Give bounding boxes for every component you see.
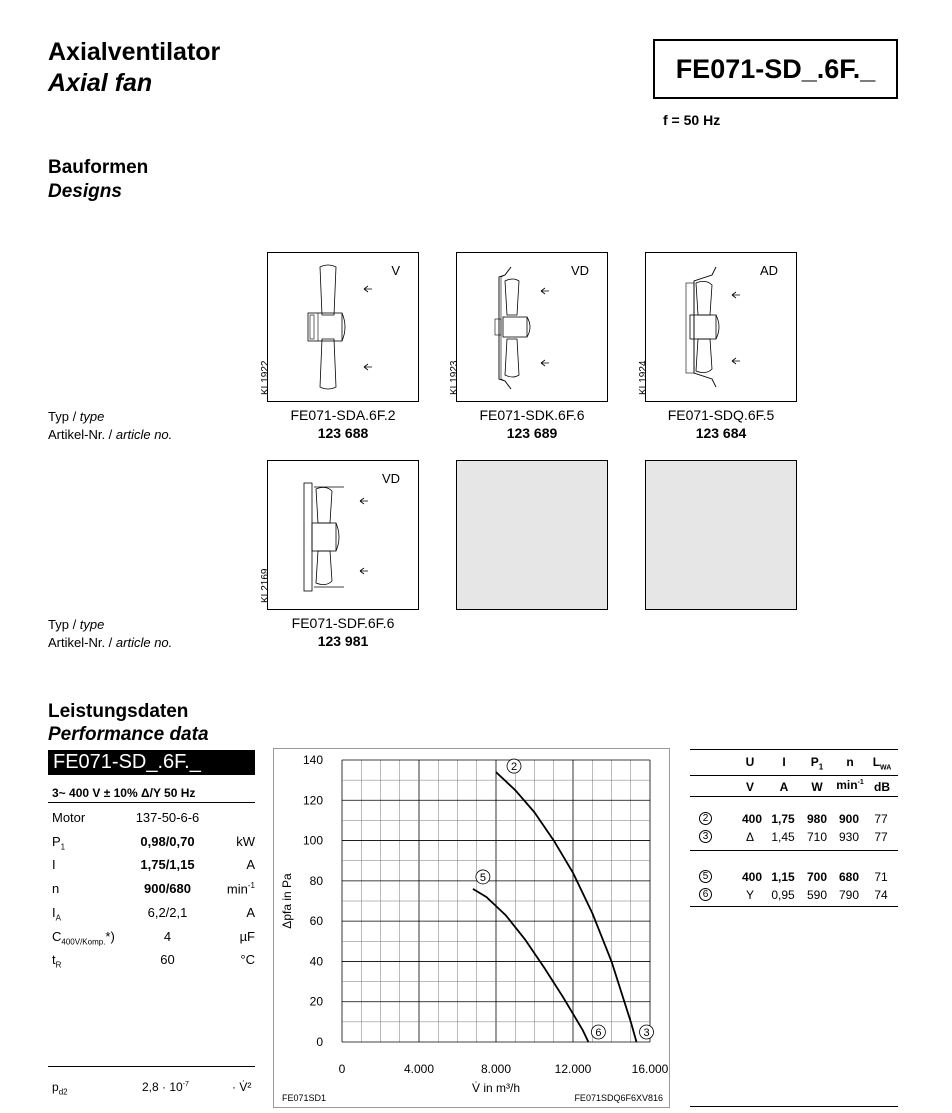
curve-series-5	[473, 889, 589, 1042]
fan-ad-icon	[646, 253, 796, 401]
type-name: FE071-SDK.6F.6	[479, 407, 585, 423]
empty-design-slot	[456, 460, 608, 610]
spec-n-unit: $\min^{-1}$	[226, 881, 255, 897]
chart-code-left: FE071SD1	[282, 1093, 327, 1103]
table-cell: Y	[745, 888, 754, 902]
title-en: Axial fan	[48, 69, 153, 97]
x-tick-label: 8.000	[480, 1062, 512, 1076]
table-cell: 590	[806, 888, 828, 902]
table-cell: 680	[838, 870, 860, 884]
divider	[690, 749, 898, 750]
divider	[690, 906, 898, 907]
fan-vd-icon	[457, 253, 607, 401]
spec-n-value: 900/680	[144, 881, 191, 896]
spec-ia-unit: A	[246, 905, 255, 920]
operating-point-marker: 2	[699, 812, 712, 825]
drawing-code: KL1923	[449, 360, 460, 395]
title-de: Axialventilator	[48, 38, 221, 66]
fan-vd2-icon	[268, 461, 418, 609]
article-number: 123 688	[317, 425, 369, 441]
table-cell: 710	[806, 830, 828, 844]
divider	[690, 796, 898, 797]
x-tick-label: 4.000	[403, 1062, 435, 1076]
curve-label-5-text: 5	[479, 871, 486, 884]
y-tick-label: 0	[316, 1035, 323, 1049]
table-cell: 0,95	[771, 888, 795, 902]
spec-motor-label: Motor	[52, 810, 86, 825]
model-banner: FE071-SD_.6F._	[48, 750, 255, 775]
x-tick-label: 12.000	[554, 1062, 592, 1076]
spec-tr-label: $t_R$	[52, 952, 62, 970]
spec-capacitor-label: $C_{400V/Komp.}*$)	[52, 929, 115, 947]
supply-spec: 3~ 400 V ± 10% Δ/Y 50 Hz	[52, 786, 196, 800]
performance-heading-en: Performance data	[48, 724, 209, 745]
type-row-label: Typ / type	[48, 409, 105, 424]
spec-tr-unit: °C	[240, 952, 255, 967]
spec-capacitor-unit: µF	[239, 929, 255, 944]
col-n: n	[846, 755, 854, 769]
unit-l: dB	[874, 780, 890, 794]
y-tick-label: 80	[309, 873, 323, 888]
divider	[48, 1066, 255, 1067]
chart-frame	[273, 748, 670, 1108]
table-cell: Δ	[745, 830, 754, 844]
operating-point-marker: 6	[699, 888, 712, 901]
fan-v-icon	[268, 253, 418, 401]
table-cell: 400	[742, 870, 763, 884]
unit-u: V	[745, 780, 754, 794]
y-tick-label: 120	[302, 793, 323, 808]
table-cell: 930	[838, 830, 860, 844]
pd2-unit: · V̇²	[232, 1080, 252, 1094]
spec-i-label: I	[52, 857, 56, 872]
design-drawing-vd-2	[260, 460, 419, 610]
table-cell: 77	[874, 812, 888, 826]
article-number: 123 684	[695, 425, 747, 441]
designs-heading-de: Bauformen	[48, 157, 149, 178]
table-cell: 980	[806, 812, 828, 826]
spec-i-value: 1,75/1,15	[140, 857, 195, 872]
curve-end-label-3-text: 3	[643, 1027, 650, 1039]
table-cell: 74	[874, 888, 888, 902]
x-axis-label: V̇ in m³/h	[471, 1081, 521, 1095]
y-tick-label: 140	[302, 753, 323, 767]
frequency: f = 50 Hz	[663, 112, 721, 128]
spec-ia-value: 6,2/2,1	[147, 905, 188, 920]
table-cell: 790	[838, 888, 860, 902]
table-cell: 77	[874, 830, 888, 844]
empty-design-slot	[645, 460, 797, 610]
table-cell: 1,45	[771, 830, 795, 844]
divider	[690, 775, 898, 776]
variant-label: V	[391, 263, 400, 278]
x-tick-label: 16.000	[631, 1062, 669, 1076]
pd2-label: $p_{d2}$	[52, 1080, 68, 1097]
spec-tr-value: 60	[160, 952, 175, 967]
article-number: 123 689	[506, 425, 558, 441]
curve-end-label-6-text: 6	[595, 1027, 602, 1039]
type-row-label: Typ / type	[48, 617, 105, 632]
spec-i-unit: A	[246, 857, 255, 872]
col-p1: $P_1$	[810, 755, 824, 772]
drawing-code: KL2169	[260, 568, 271, 603]
drawing-code: KL1922	[260, 360, 271, 395]
fan-curve-chart	[273, 748, 670, 1108]
model-box	[653, 39, 898, 99]
spec-p1-label: $P_1$	[52, 834, 66, 852]
designs-heading-en: Designs	[48, 181, 122, 202]
spec-n-label: n	[52, 881, 60, 896]
y-axis-label: Δpfa in Pa	[280, 873, 294, 929]
y-tick-label: 60	[309, 914, 323, 929]
table-cell: 700	[806, 870, 828, 884]
article-number: 123 981	[317, 633, 369, 649]
table-cell: 1,15	[771, 870, 795, 884]
operating-point-marker: 5	[699, 870, 712, 883]
variant-label: AD	[759, 263, 778, 278]
col-i: I	[782, 755, 786, 769]
table-cell: 900	[838, 812, 860, 826]
type-name: FE071-SDF.6F.6	[291, 615, 395, 631]
chart-code-right: FE071SDQ6F6XV816	[574, 1093, 663, 1103]
spec-p1-value: 0,98/0,70	[140, 834, 195, 849]
col-u: U	[745, 755, 755, 769]
type-name: FE071-SDA.6F.2	[290, 407, 396, 423]
drawing-code: KL1924	[638, 360, 649, 395]
performance-heading-de: Leistungsdaten	[48, 701, 189, 722]
unit-p: W	[811, 780, 823, 794]
spec-capacitor-value: 4	[163, 929, 172, 944]
x-tick-label: 0	[338, 1062, 346, 1076]
curve-label-2-text: 2	[510, 761, 518, 774]
spec-p1-unit: kW	[236, 834, 255, 849]
y-tick-label: 100	[302, 833, 323, 848]
spec-ia-label: $I_A$	[52, 905, 61, 923]
spec-motor-value: 137-50-6-6	[135, 810, 200, 825]
divider	[690, 1106, 898, 1107]
divider	[690, 850, 898, 851]
unit-i: A	[779, 780, 789, 794]
pd2-value: $2,8 \cdot 10^{-7}$	[142, 1080, 189, 1094]
variant-label: VD	[381, 471, 400, 486]
y-tick-label: 40	[309, 954, 323, 969]
model-title: FE071-SD_.6F._	[675, 54, 876, 84]
unit-n: $\min^{-1}$	[836, 778, 864, 792]
article-row-label: Artikel-Nr. / article no.	[48, 635, 173, 650]
design-drawing-vd	[449, 252, 608, 402]
divider	[48, 802, 255, 803]
table-cell: 71	[874, 870, 888, 884]
col-lwa: $L_{WA}$	[872, 755, 892, 772]
article-row-label: Artikel-Nr. / article no.	[48, 427, 173, 442]
design-drawing-ad	[638, 252, 797, 402]
table-cell: 1,75	[771, 812, 795, 826]
y-tick-label: 20	[309, 994, 323, 1009]
variant-label: VD	[570, 263, 589, 278]
operating-point-marker: 3	[699, 830, 712, 843]
type-name: FE071-SDQ.6F.5	[667, 407, 775, 423]
design-drawing-v	[260, 252, 419, 402]
table-cell: 400	[742, 812, 763, 826]
